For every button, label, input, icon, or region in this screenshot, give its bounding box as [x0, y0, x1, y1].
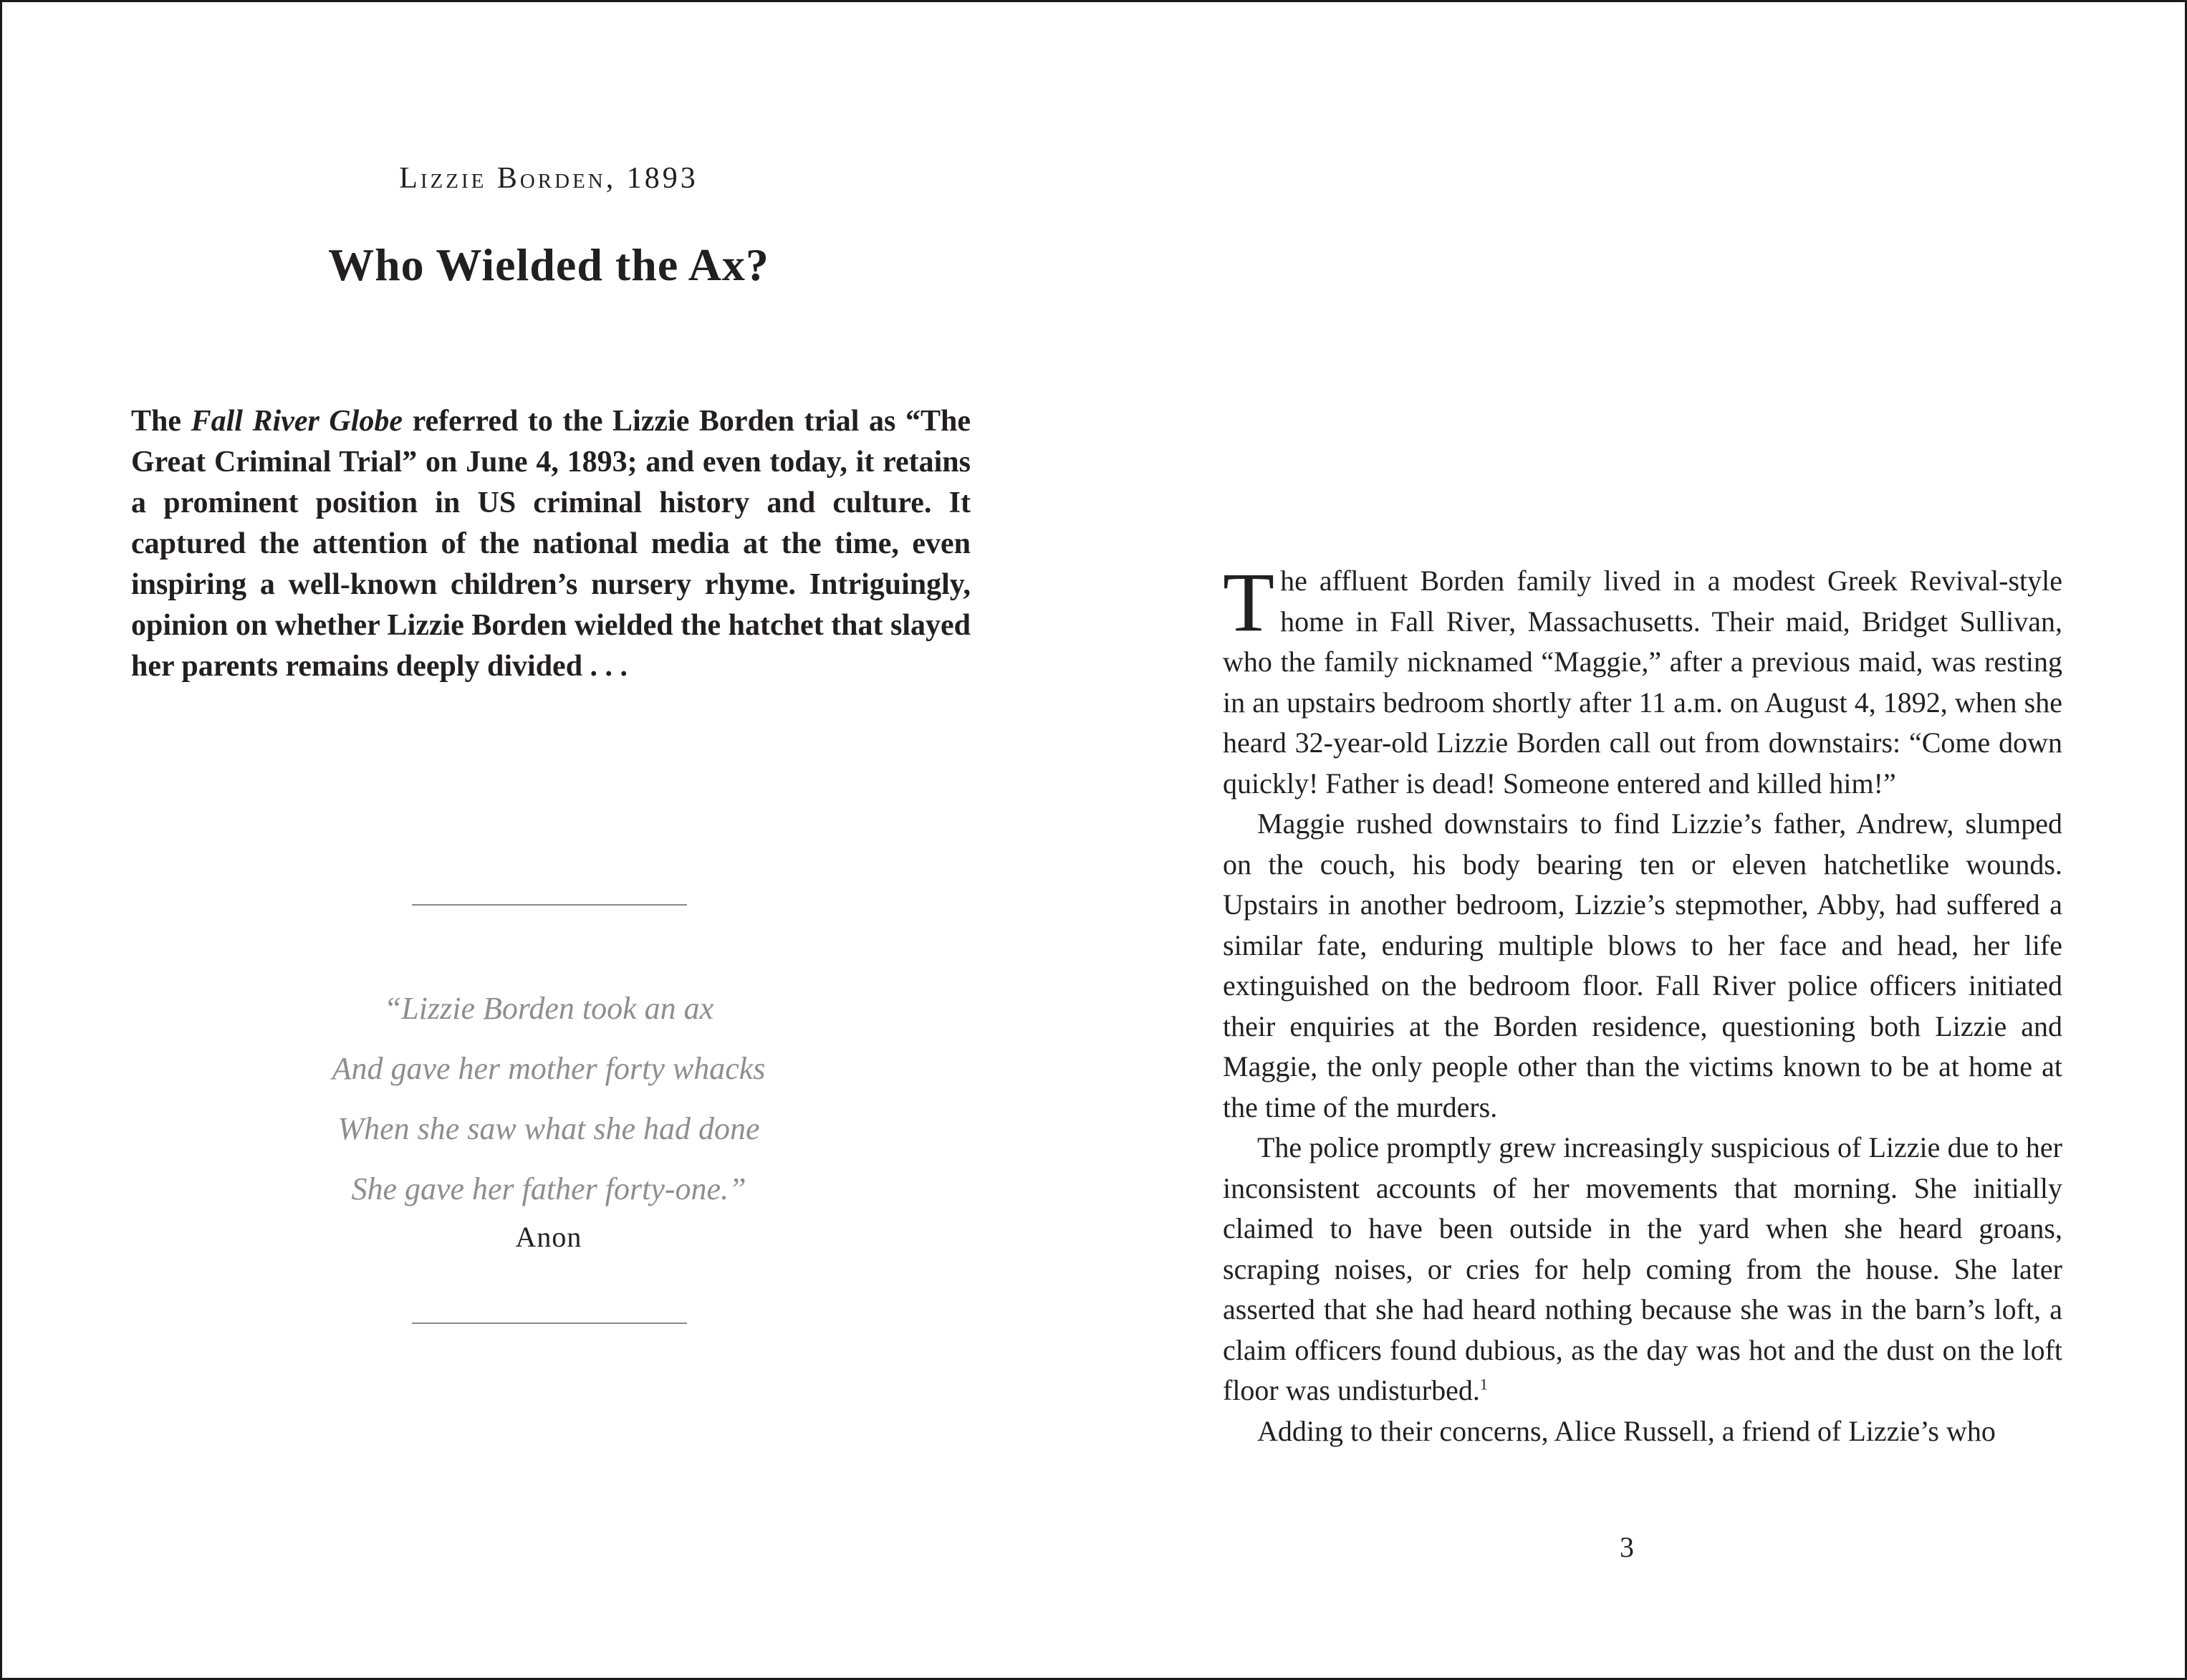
intro-paragraph [131, 401, 971, 687]
rhyme-line: She gave her father forty-one.” [351, 1171, 746, 1206]
body-text [1223, 555, 2062, 1451]
nursery-rhyme [2, 979, 1095, 1219]
rhyme-line: “Lizzie Borden took an ax [383, 991, 714, 1026]
paragraph-1-text: he affluent Borden family lived in a modest Greek Revival-style home in Fall River, Massachusetts. Their maid, Bridget Sullivan, who the family nicknamed “Maggie,” after a previous maid, was resting in an upstairs bedroom shortly after 11 a.m. on August 4, 1892, when she heard 32-year-old Lizzie Borden call out from downstairs: “Come down quickly! Father is dead! Someone entered and killed him!” [1223, 565, 2062, 800]
chapter-label: Lizzie Borden, 1893 [399, 162, 698, 195]
bottom-divider [412, 1323, 687, 1324]
top-divider [412, 904, 687, 906]
body-paragraph-2: Maggie rushed downstairs to find Lizzie’s father, Andrew, slumped on the couch, his body bearing ten or eleven hatchetlike wounds. Upstairs in another bedroom, Lizzie’s stepmother, Abby, had suffered a similar fate, enduring multiple blows to her face and head, her life extinguished on the bedroom floor. Fall River police officers initiated their enquiries at the Borden residence, questioning both Lizzie and Maggie, the only people other than the victims known to be at home at the time of the murders. [1223, 807, 2062, 1123]
intro-text-start: The [131, 405, 191, 438]
body-paragraph-3 [1223, 1128, 2062, 1411]
chapter-title: Who Wielded the Ax? [328, 239, 769, 290]
paragraph-3-text: The police promptly grew increasingly suspicious of Lizzie due to her inconsistent accounts of her movements that morning. She initially claimed to have been outside in the yard when she heard groans, scraping noises, or cries for help coming from the house. She later asserted that she had heard nothing because she was in the barn’s loft, a claim officers found dubious, as the day was hot and the dust on the loft floor was undisturbed. [1223, 1131, 2062, 1406]
drop-cap: T [1223, 555, 1275, 649]
body-paragraph-4: Adding to their concerns, Alice Russell, a friend of Lizzie’s who [1257, 1414, 1996, 1447]
newspaper-title: Fall River Globe [191, 405, 403, 438]
rhyme-line: When she saw what she had done [337, 1111, 760, 1146]
body-paragraph-1 [1223, 555, 2062, 804]
left-page [2, 2, 1095, 1678]
intro-text-rest: referred to the Lizzie Borden trial as “The Great Criminal Trial” on June 4, 1893; and even today, it retains a prominent position in US criminal history and culture. It captured the attention of the national media at the time, even inspiring a well-known children’s nursery rhyme. Intriguingly, opinion on whether Lizzie Borden wielded the hatchet that slayed her parents remains deeply divided . . . [131, 405, 971, 683]
rhyme-attribution: Anon [515, 1221, 582, 1253]
footnote-marker: 1 [1479, 1375, 1488, 1393]
rhyme-line: And gave her mother forty whacks [332, 1051, 766, 1086]
page-number: 3 [1620, 1531, 1634, 1563]
